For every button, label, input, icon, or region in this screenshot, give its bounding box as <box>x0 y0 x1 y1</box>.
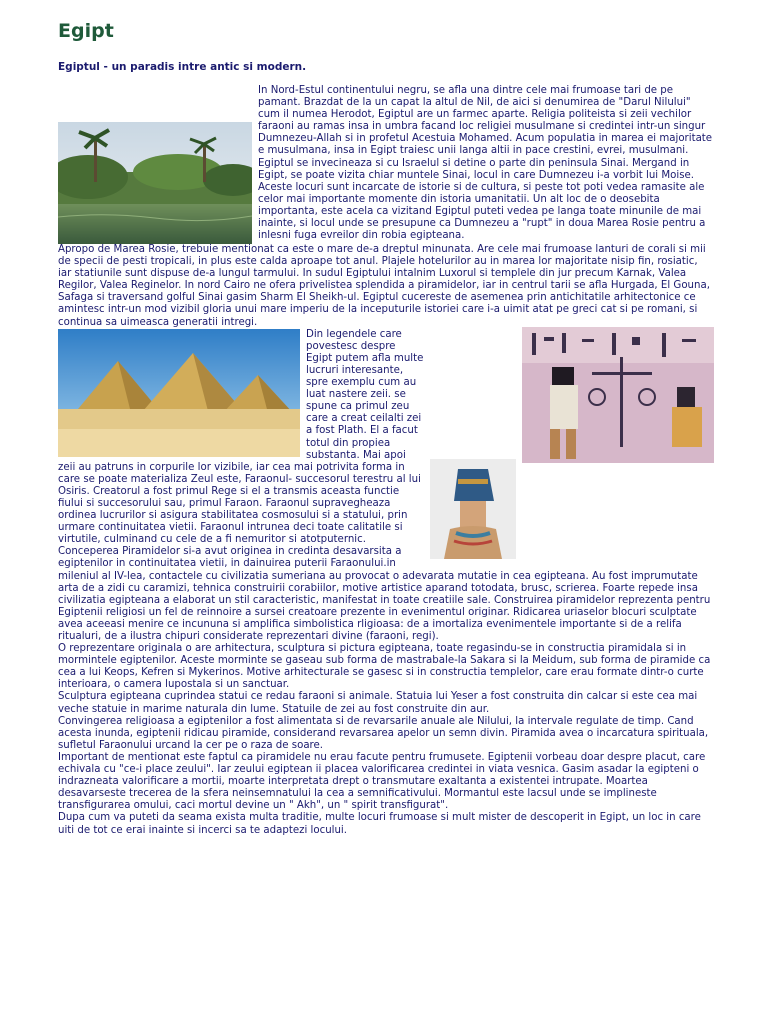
paragraph-7: Important de mentionat este faptul ca piramidele nu erau facute pentru frumusete. Egiptenii vorbeau doar despre placut, care echivala cu "ce-i place zeului". Iar zeului egiptean ii placea valorificarea credintei in viata vesnica. Gasim asadar la egipteni o indrazneata valorificare a mortii, moarte interpretata drept o transmutare exaltanta a existentei intrupate. Moartea desavarseste trecerea de la sfera neinsemnatului la cea a semnificativului. Mormantul este lacsul unde se implineste transfigurarea omului, caci mortul devine un " Akh", un " spirit transfigurat". <box>58 751 706 812</box>
paragraph-8: Dupa cum va puteti da seama exista multa traditie, multe locuri frumoase si mult mister de descoperit in Egipt, un loc in care uiti de tot ce erai inainte si incerci sa te adaptezi locului. <box>58 812 701 836</box>
page-title: Egipt <box>58 20 114 42</box>
paragraph-4: O reprezentare originala o are arhitectura, sculptura si pictura egipteana, toate regasindu-se in constructia piramidala si in mormintele egiptenilor. Aceste morminte se gaseau sub forma de mastrabale-la Sakara si la Meidum, sub forma de piramide ca cea a lui Keops, Kefren si Mykerinos. Motive arhitecturale se gasesc si in constructia templelor, care erau formate dintr-o curte interioara, o camera lupostala si un sanctuar. <box>58 643 711 691</box>
paragraph-5: Sculptura egipteana cuprindea statui ce redau faraoni si animale. Statuia lui Yeser a fost construita din calcar si este cea mai veche statuie in marime naturala din lume. Statuile de zei au fost construite din aur. <box>58 691 698 715</box>
egyptian-wall-painting <box>522 327 714 463</box>
paragraph-1: In Nord-Estul continentului negru, se afla una dintre cele mai frumoase tari de pe pamant. Brazdat de la un capat la altul de Nil, de aici si denumirea de "Darul Nilului" cum il numea Herodot, Egiptul are un farmec aparte. Religia politeista si zeii vechilor faraoni au ramas insa in umbra facand loc religiei musulmane si credintei intr-un singur Dumnezeu-Allah si in profetul Acestuia Mohamed. Acum populatia in marea ei majoritate e musulmana, insa in Egipt traiesc unii langa altii in pace crestini, evrei, musulmani. Egiptul se invecineaza si cu Israelul si detine o parte din peninsula Sinai. Mergand in Egipt, se poate vizita chiar muntele Sinai, locul in care Dumnezeu i-a vorbit lui Moise. Aceste locuri sunt incarcate de istorie si de cultura, si peste tot poti vedea ramasite ale celor mai importante momente din istoria umanitatii. Un alt loc de o deosebita importanta, este acela ca vizitand Egiptul puteti vedea pe langa toate minunile de mai inainte, si locul unde se presupune ca Dumnezeu a "rupt" in doua Marea Rosie pentru a inlesni fuga evreilor din robia egipteana. <box>258 85 713 242</box>
article-body <box>58 85 714 837</box>
paragraph-6: Convingerea religioasa a egiptenilor a fost alimentata si de revarsarile anuale ale Nilului, la intervale regulate de timp. Cand acesta inunda, egiptenii ridicau piramide, considerand revarsarea apelor un semn divin. Piramida avea o incarcatura spirituala, sufletul Faraonului urcand la cer pe o raza de soare. <box>58 715 709 751</box>
page-subtitle: Egiptul - un paradis intre antic si modern. <box>58 61 307 73</box>
paragraph-2: Apropo de Marea Rosie, trebuie mentionat ca este o mare de-a dreptul minunata. Are cele mai frumoase lanturi de corali si mii de specii de pesti tropicali, in plus este calda aproape tot anul. Plajele hotelurilor au in marea lor majoritate nisip fin, rosiatic, iar statiunile sunt dispuse de-a lungul tarmului. In sudul Egiptului intalnim Luxorul si templele din jur precum Karnak, Valea Regilor, Valea Reginelor. In nord Cairo ne ofera privelistea splendida a piramidelor, iar in centrul tarii se afla Hurgada, El Gouna, Safaga si traversand golful Sinai gasim Sharm El Sheikh-ul. Egiptul cucereste de asemenea prin antichitatile arhitectonice ce amintesc intr-un mod vizibil gloria unui mare imperiu de la inceputurile istoriei care i-a uimit atat pe greci cat si pe romani, si continua sa uimeasca generatii intregi. <box>58 244 710 328</box>
nile-landscape-photo <box>58 122 252 244</box>
nefertiti-bust-photo <box>430 459 516 559</box>
pyramids-photo <box>58 329 300 457</box>
paragraph-3: Din legendele care povestesc despre Egipt putem afla multe lucruri interesante, spre exemplu cum au luat nastere zeii. se spune ca primul zeu care a creat ceilalti zei a fost Plath. El a facut totul din propiea substanta. Mai apoi zeii au patruns in corpurile lor vizibile, iar cea mai potrivita forma in care se poate materializa Zeul este, Faraonul- succesorul terestru al lui Osiris. Creatorul a fost primul Rege si el a transmis aceasta functie fiului si succesorului sau, primul Faraon. Faraonul supravegheaza ordinea lucrurilor si asigura stabilitatea cosmosului si a statului, prin urmare continuitatea vietii. Faraonul intrunea deci toate calitatile si virtutile, culminand cu cele de a fi nemuritor si atotputernic. Conceperea Piramidelor si-a avut originea in credinta desavarsita a egiptenilor in continuitatea vietii, in dainuirea puterii Faraonului.in mileniul al IV-lea, contactele cu civilizatia sumeriana au provocat o adevarata mutatie in cea egipteana. Au fost imprumutate arta de a zidi cu caramizi, tehnica construirii corabiilor, motive artistice aparand totodata, brusc, scrierea. Foarte repede insa civilizatia egipteana a elaborat un stil caracteristic, manifestat in toate creatiile sale. Construirea piramidelor reprezenta pentru Egiptenii religiosi un fel de reinnoire a sursei creatoare prezente in evenimentul originar. Ridicarea uriaselor blocuri sculptate avea aceeasi menire ce incununa si amplifica simbolistica rligioasa: de a imortaliza evenimentele importante si de a relifa ritualuri, de a ilustra chipuri considerate reprezentari divine (faraoni, regi). <box>58 328 711 642</box>
